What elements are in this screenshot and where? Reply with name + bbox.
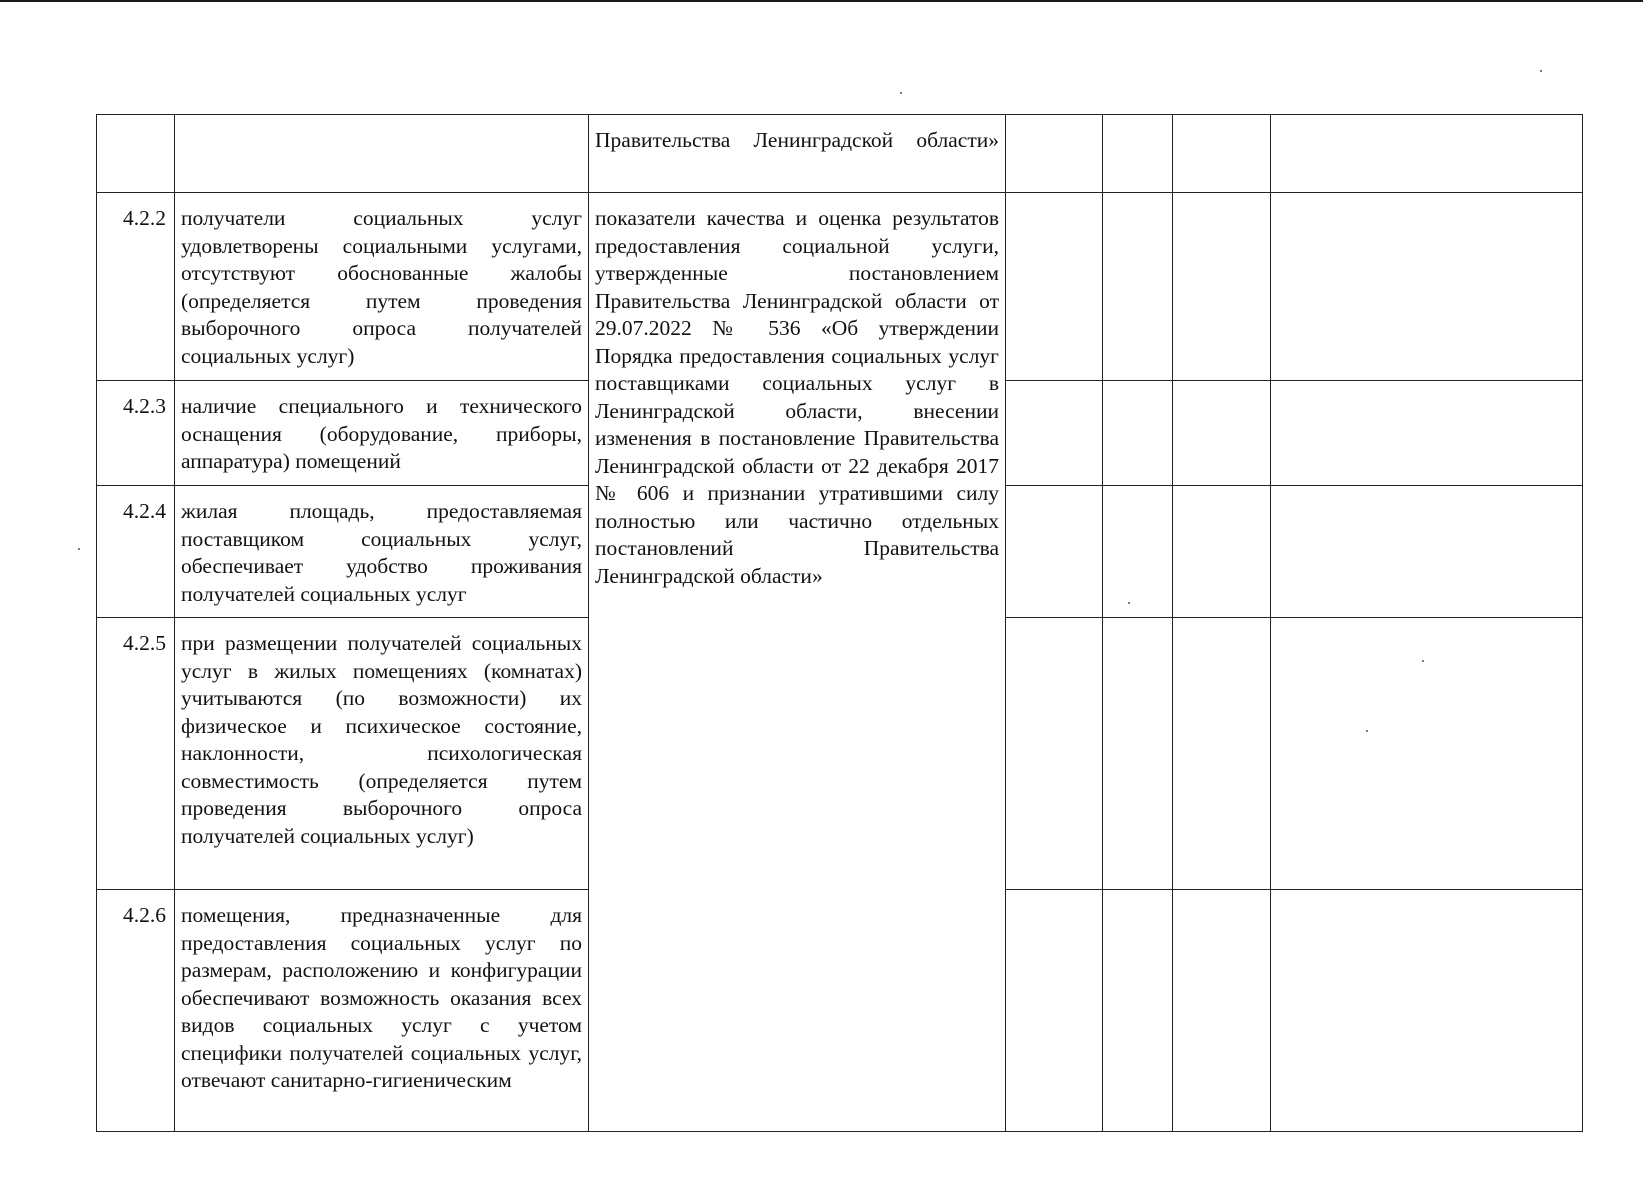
empty-cell: [1271, 381, 1583, 486]
empty-cell: [1006, 115, 1103, 193]
empty-cell: [1173, 115, 1271, 193]
empty-cell: [1271, 890, 1583, 1132]
empty-cell: [1103, 115, 1173, 193]
empty-cell: [1006, 381, 1103, 486]
row-number: 4.2.6: [97, 890, 175, 1132]
empty-cell: [1103, 890, 1173, 1132]
row-number: 4.2.2: [97, 193, 175, 381]
document-table: [96, 114, 1583, 1132]
empty-cell: [1006, 890, 1103, 1132]
empty-cell: [1271, 193, 1583, 381]
law-reference-text: Правительства Ленинградской области»: [595, 128, 999, 152]
scan-top-edge: [0, 0, 1643, 2]
empty-cell: [1271, 486, 1583, 618]
law-reference-text: показатели качества и оценка результатов предоставления социальной услуги, утвержденные постановлением Правительства Ленинградской области от 29.07.2022 № 536 «Об утверждении Порядка предоставления социальных услуг поставщиками социальных услуг в Ленинградской области, внесении изменения в постановление Правительства Ленинградской области от 22 декабря 2017 № 606 и признании утратившими силу полностью или частично отдельных постановлений Правительства Ленинградской области»: [595, 206, 999, 588]
criterion-text: наличие специального и технического оснащения (оборудование, приборы, аппаратура) помещений: [175, 381, 589, 486]
table-row: [97, 193, 1583, 381]
criterion-text: при размещении получателей социальных услуг в жилых помещениях (комнатах) учитываются (по возможности) их физическое и психическое состояние, наклонности, психологическая совместимость (определяется путем проведения выборочного опроса получателей социальных услуг): [175, 618, 589, 890]
law-reference-cell: [589, 193, 1006, 1132]
table-row-continuation: [97, 115, 1583, 193]
empty-cell: [1271, 618, 1583, 890]
empty-cell: [1103, 486, 1173, 618]
row-number-cell: [97, 115, 175, 193]
empty-cell: [1271, 115, 1583, 193]
criterion-text: помещения, предназначенные для предоставления социальных услуг по размерам, расположению и конфигурации обеспечивают возможность оказания всех видов социальных услуг с учетом специфики получателей социальных услуг, отвечают санитарно-гигиеническим: [175, 890, 589, 1132]
empty-cell: [1006, 193, 1103, 381]
criterion-text: жилая площадь, предоставляемая поставщиком социальных услуг, обеспечивает удобство проживания получателей социальных услуг: [175, 486, 589, 618]
empty-cell: [1173, 193, 1271, 381]
empty-cell: [1006, 486, 1103, 618]
empty-cell: [1103, 193, 1173, 381]
scan-speck: [1540, 70, 1542, 72]
empty-cell: [1173, 618, 1271, 890]
empty-cell: [1173, 381, 1271, 486]
scan-speck: [900, 92, 902, 94]
row-number: 4.2.3: [97, 381, 175, 486]
scan-speck: [78, 548, 80, 550]
row-number: 4.2.4: [97, 486, 175, 618]
empty-cell: [1103, 618, 1173, 890]
empty-cell: [1006, 618, 1103, 890]
row-number: 4.2.5: [97, 618, 175, 890]
empty-cell: [1103, 381, 1173, 486]
criterion-text: получатели социальных услуг удовлетворены социальными услугами, отсутствуют обоснованные жалобы (определяется путем проведения выборочного опроса получателей социальных услуг): [175, 193, 589, 381]
empty-cell: [1173, 890, 1271, 1132]
criterion-cell: [175, 115, 589, 193]
law-reference-cell: [589, 115, 1006, 193]
empty-cell: [1173, 486, 1271, 618]
